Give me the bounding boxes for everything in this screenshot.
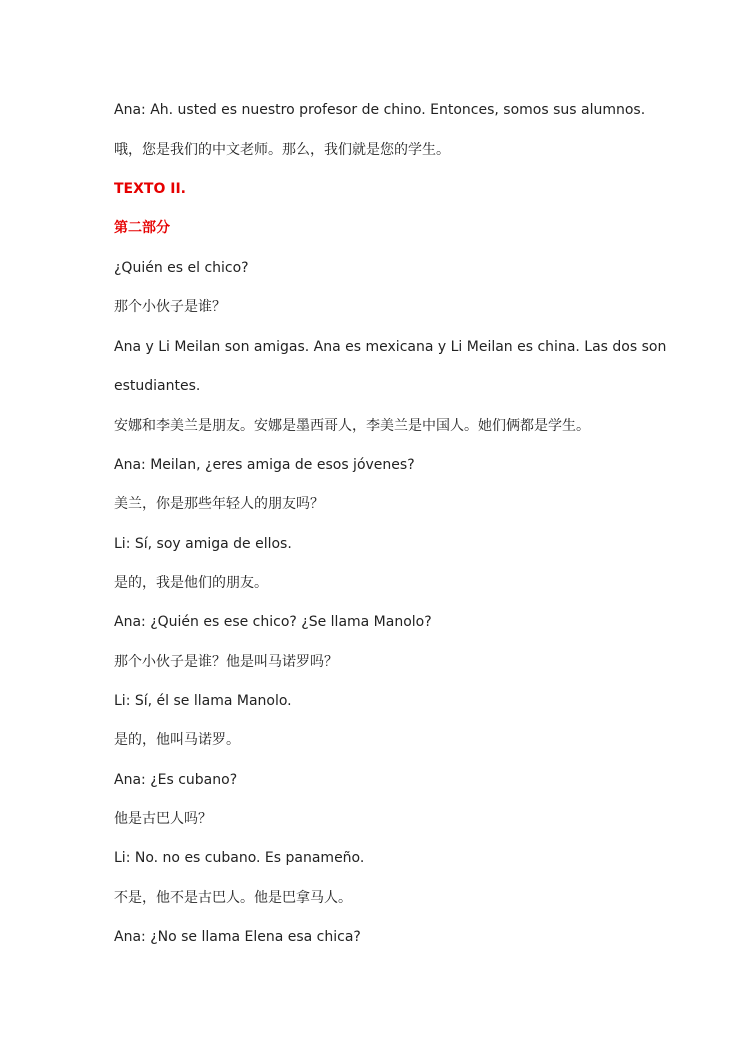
dialogue-line-li-spanish: Li: Sí, soy amiga de ellos. <box>114 536 292 552</box>
narration-spanish-line-1: Ana y Li Meilan son amigas. Ana es mexicana y Li Meilan es china. Las dos son <box>114 339 667 355</box>
dialogue-line-ana-chinese: 美兰，你是那些年轻人的朋友吗？ <box>114 496 324 512</box>
dialogue-line-li-spanish: Li: No. no es cubano. Es panameño. <box>114 850 365 866</box>
section-heading-part: 第二部分 <box>114 220 170 236</box>
narration-chinese: 安娜和李美兰是朋友。安娜是墨西哥人，李美兰是中国人。她们俩都是学生。 <box>114 418 590 434</box>
dialogue-line-li-chinese: 是的，他叫马诺罗。 <box>114 732 240 748</box>
title-spanish: ¿Quién es el chico? <box>114 260 249 276</box>
dialogue-line-li-spanish: Li: Sí, él se llama Manolo. <box>114 693 292 709</box>
dialogue-line-ana-spanish: Ana: ¿Es cubano? <box>114 772 238 788</box>
dialogue-line-ana-spanish: Ana: Ah. usted es nuestro profesor de chino. Entonces, somos sus alumnos. <box>114 102 646 118</box>
section-heading-texto: TEXTO II. <box>114 181 186 197</box>
narration-spanish-line-2: estudiantes. <box>114 378 201 394</box>
dialogue-line-li-chinese: 不是，他不是古巴人。他是巴拿马人。 <box>114 890 352 906</box>
dialogue-line-ana-spanish: Ana: ¿No se llama Elena esa chica? <box>114 929 361 945</box>
dialogue-line-ana-chinese: 哦，您是我们的中文老师。那么，我们就是您的学生。 <box>114 142 450 158</box>
dialogue-line-ana-chinese: 那个小伙子是谁？他是叫马诺罗吗？ <box>114 654 338 670</box>
dialogue-line-li-chinese: 是的，我是他们的朋友。 <box>114 575 268 591</box>
dialogue-line-ana-spanish: Ana: ¿Quién es ese chico? ¿Se llama Manolo? <box>114 614 432 630</box>
dialogue-line-ana-spanish: Ana: Meilan, ¿eres amiga de esos jóvenes? <box>114 457 415 473</box>
title-chinese: 那个小伙子是谁？ <box>114 299 226 315</box>
dialogue-line-ana-chinese: 他是古巴人吗？ <box>114 811 212 827</box>
